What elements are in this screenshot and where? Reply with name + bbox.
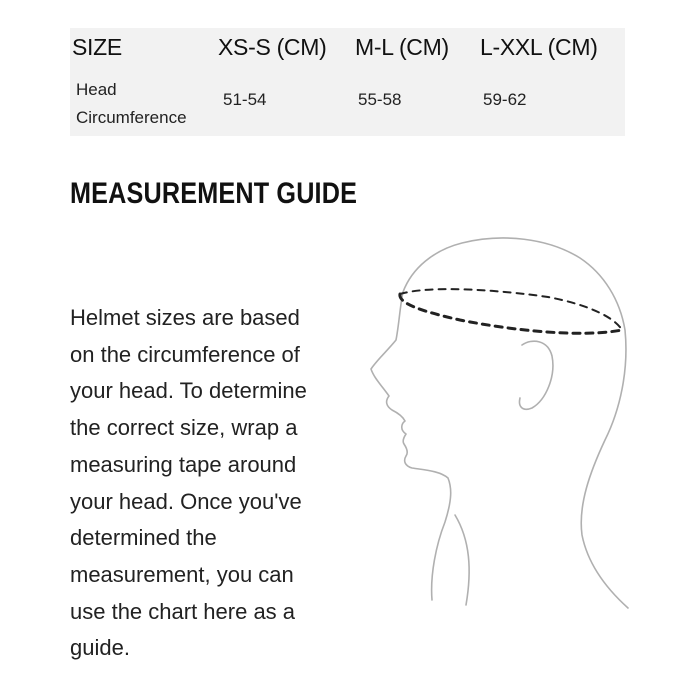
l-xxl-value: 59-62	[483, 90, 527, 109]
l-xxl-header: L-XXL (CM)	[480, 34, 598, 60]
size-header: SIZE	[72, 34, 122, 60]
guide-line: the correct size, wrap a	[70, 415, 298, 441]
guide-line: determined the	[70, 525, 217, 551]
m-l-header: M-L (CM)	[355, 34, 449, 60]
head-outline	[371, 238, 628, 608]
row-label-line1: Head	[76, 80, 117, 99]
m-l-value: 55-58	[358, 90, 402, 109]
guide-line: measurement, you can	[70, 561, 294, 587]
xs-s-header: XS-S (CM)	[218, 34, 327, 60]
neck-line	[455, 515, 469, 605]
measuring-tape-front	[400, 294, 622, 333]
guide-line: use the chart here as a	[70, 598, 296, 624]
row-label-line2: Circumference	[76, 108, 187, 127]
guide-line: on the circumference of	[70, 341, 300, 367]
ear-outline	[520, 341, 553, 409]
head-circumference-label	[76, 76, 187, 132]
guide-line: your head. Once you've	[70, 488, 302, 514]
measurement-guide-text	[70, 300, 340, 667]
guide-line: guide.	[70, 635, 130, 661]
xs-s-value: 51-54	[223, 90, 267, 109]
size-table	[70, 28, 625, 136]
guide-line: Helmet sizes are based	[70, 305, 300, 330]
measurement-guide-title: MEASUREMENT GUIDE	[70, 177, 358, 210]
guide-line: your head. To determine	[70, 378, 307, 404]
guide-line: measuring tape around	[70, 451, 297, 477]
measuring-tape-back	[400, 289, 622, 330]
head-profile-illustration	[350, 225, 650, 625]
